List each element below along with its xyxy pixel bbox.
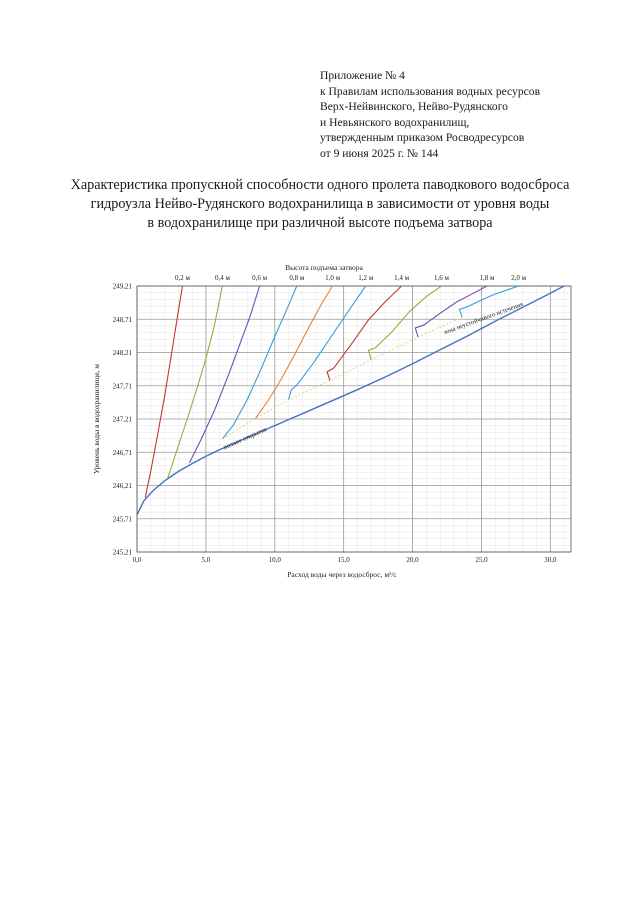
gate-curve-label: 0,2 м [174, 274, 190, 282]
y-tick-label: 248,21 [112, 349, 132, 357]
y-axis-label: Уровень воды в водохранилище, м [92, 363, 101, 475]
document-title [0, 176, 640, 233]
appendix-line: Верх-Нейвинского, Нейво-Рудянского [320, 100, 508, 114]
gate-curve-label: 1,2 м [358, 274, 374, 282]
gate-curve-label: 1,0 м [325, 274, 341, 282]
gate-curve-label: 1,4 м [394, 274, 410, 282]
x-tick-label: 10,0 [268, 556, 281, 564]
y-tick-label: 247,21 [112, 415, 132, 424]
y-tick-label: 245,21 [112, 548, 132, 557]
gate-capacity-chart [0, 258, 640, 588]
gate-curve-label: 1,6 м [434, 274, 449, 282]
x-tick-label: 5,0 [201, 556, 211, 564]
appendix-line: и Невьянского водохранилищ, [320, 115, 470, 129]
gate-curve-label: 2,0 м [511, 274, 527, 282]
document-title-line: гидроузла Нейво-Рудянского водохранилища в зависимости от уровня воды [90, 196, 550, 212]
appendix-line: Приложение № 4 [320, 69, 405, 82]
full-open-annotation: полное открытие [222, 425, 269, 452]
appendix-line: утвержденным приказом Росводресурсов [320, 131, 525, 145]
y-tick-label: 246,71 [112, 448, 132, 457]
unstable-zone-annotation: зона неустойчивого истечения [442, 300, 525, 337]
x-axis-label: Расход воды через водосброс, м³/с [287, 570, 397, 579]
x-tick-label: 30,0 [544, 556, 557, 564]
gate-curve-label: 0,4 м [214, 274, 230, 282]
document-title-line: в водохранилище при различной высоте подъема затвора [147, 215, 493, 231]
x-tick-label: 20,0 [406, 556, 419, 564]
y-tick-label: 248,71 [112, 315, 132, 324]
x-tick-label: 25,0 [475, 556, 488, 564]
appendix-block [320, 68, 540, 162]
y-tick-label: 249,21 [112, 282, 132, 291]
gate-curve-label: 0,6 м [252, 274, 268, 282]
gate-curve-label: 0,8 м [289, 274, 305, 282]
gate-curve-label: 1,8 м [479, 274, 495, 282]
y-tick-label: 246,21 [112, 482, 132, 490]
appendix-line: от 9 июня 2025 г. № 144 [320, 146, 439, 160]
x-tick-label: 15,0 [337, 556, 350, 564]
y-tick-label: 247,71 [112, 382, 132, 391]
appendix-line: к Правилам использования водных ресурсов [320, 84, 541, 98]
x-tick-label: 0,0 [132, 556, 142, 564]
chart-title: Высота подъема затвора [285, 263, 363, 272]
document-title-line: Характеристика пропускной способности одного пролета паводкового водосброса [70, 177, 570, 193]
y-tick-label: 245,71 [112, 515, 132, 524]
